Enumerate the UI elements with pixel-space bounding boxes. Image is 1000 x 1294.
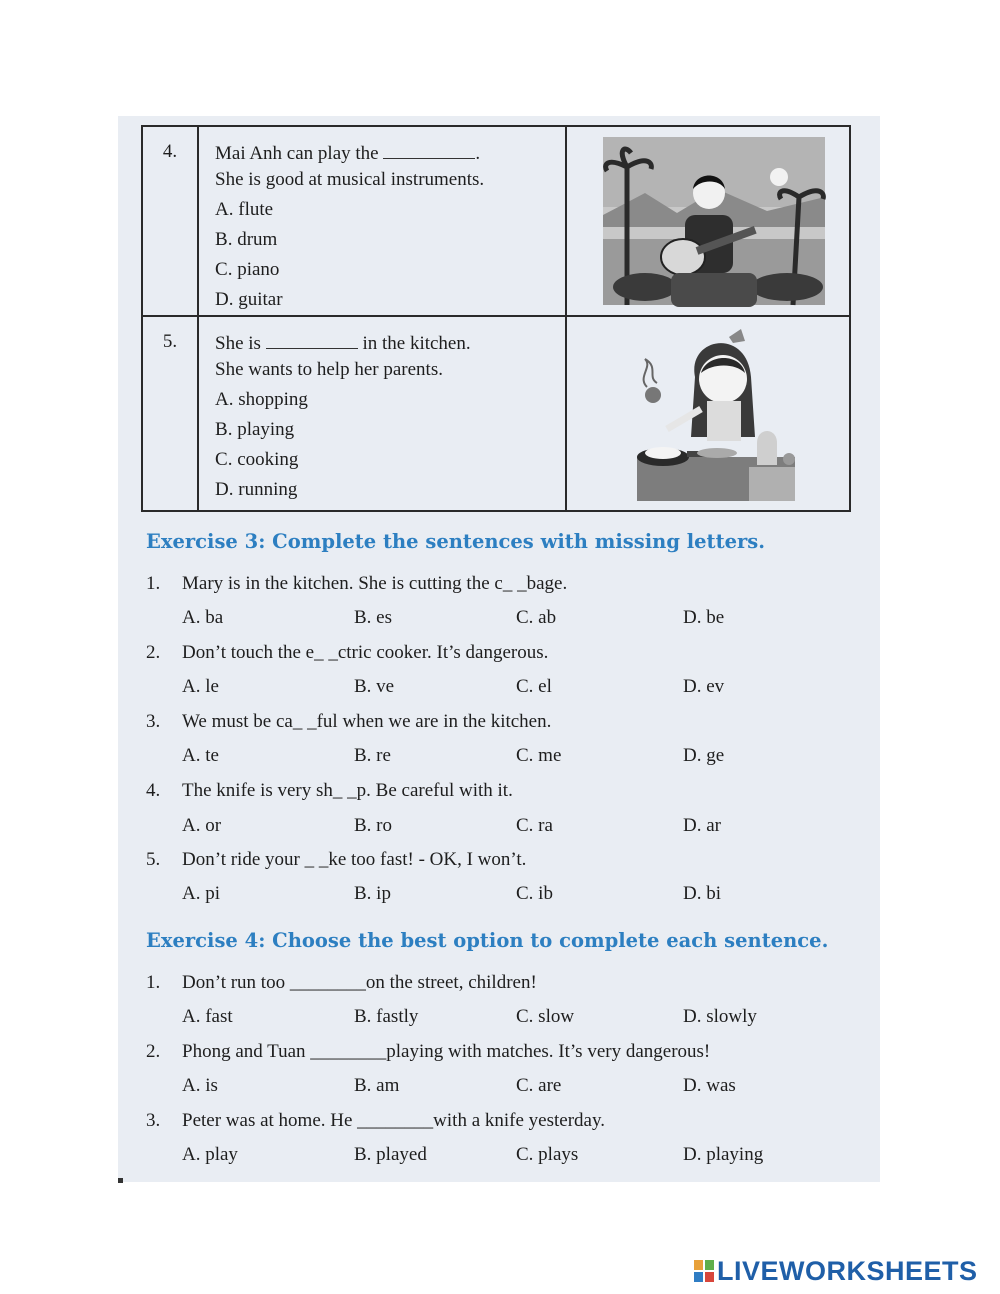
option[interactable]: A. flute [215, 199, 274, 220]
option-d[interactable]: D. bi [683, 883, 721, 904]
answer-blank[interactable] [383, 144, 475, 159]
option-d[interactable]: D. ev [683, 676, 725, 697]
question-item: 2. Phong and Tuan ________playing with matches. It’s very dangerous! [146, 1041, 711, 1062]
option-a[interactable]: A. is [182, 1075, 218, 1096]
option-b[interactable]: B. es [354, 607, 392, 628]
option-c[interactable]: C. el [516, 676, 552, 697]
question-cell [198, 316, 566, 511]
option-b[interactable]: B. re [354, 745, 391, 766]
picture-cell [566, 316, 850, 511]
question-item: 4. The knife is very sh_ _p. Be careful with it. [146, 780, 513, 801]
question-item: 1. Don’t run too ________on the street, children! [146, 972, 537, 993]
option-c[interactable]: C. are [516, 1075, 562, 1096]
table-row [142, 316, 850, 511]
option-d[interactable]: D. ge [683, 745, 725, 766]
logo-text: LIVEWORKSHEETS [717, 1255, 978, 1286]
option[interactable]: D. running [215, 479, 298, 500]
option-a[interactable]: A. play [182, 1144, 238, 1165]
question-line: She is in the kitchen. [215, 333, 471, 354]
liveworksheets-logo [694, 1256, 978, 1286]
option-c[interactable]: C. ib [516, 883, 553, 904]
option-d[interactable]: D. playing [683, 1144, 764, 1165]
question-number: 4. [142, 126, 198, 316]
option-a[interactable]: A. te [182, 745, 219, 766]
question-line: She is good at musical instruments. [215, 169, 485, 190]
girl-cooking-picture [567, 317, 863, 510]
option[interactable]: B. playing [215, 419, 295, 440]
option[interactable]: D. guitar [215, 289, 283, 310]
option-b[interactable]: B. ro [354, 815, 392, 836]
logo-mark-icon [694, 1260, 714, 1282]
question-item: 5. Don’t ride your _ _ke too fast! - OK, I won’t. [146, 849, 527, 870]
option-b[interactable]: B. ip [354, 883, 391, 904]
option-d[interactable]: D. was [683, 1075, 736, 1096]
question-item: 2. Don’t touch the e_ _ctric cooker. It’s dangerous. [146, 642, 549, 663]
answer-blank[interactable] [266, 334, 358, 349]
option-a[interactable]: A. or [182, 815, 222, 836]
option-b[interactable]: B. am [354, 1075, 400, 1096]
picture-cell [566, 126, 850, 316]
option[interactable]: A. shopping [215, 389, 308, 410]
option-c[interactable]: C. slow [516, 1006, 575, 1027]
option-c[interactable]: C. ra [516, 815, 553, 836]
exercise-2-table [141, 125, 851, 512]
exercise-4-title: Exercise 4: Choose the best option to complete each sentence. [146, 929, 829, 952]
option-a[interactable]: A. fast [182, 1006, 233, 1027]
option[interactable]: C. piano [215, 259, 280, 280]
question-line: She wants to help her parents. [215, 359, 443, 380]
option-d[interactable]: D. slowly [683, 1006, 757, 1027]
table-row [142, 126, 850, 316]
option-b[interactable]: B. ve [354, 676, 395, 697]
exercise-3-title: Exercise 3: Complete the sentences with missing letters. [146, 530, 766, 553]
option-c[interactable]: C. me [516, 745, 562, 766]
option-c[interactable]: C. plays [516, 1144, 579, 1165]
question-item: 3. Peter was at home. He ________with a knife yesterday. [146, 1110, 605, 1131]
option-a[interactable]: A. pi [182, 883, 220, 904]
option-a[interactable]: A. ba [182, 607, 224, 628]
question-item: 1. Mary is in the kitchen. She is cutting the c_ _bage. [146, 573, 568, 594]
boy-playing-guitar-picture [567, 127, 863, 315]
question-number: 5. [142, 316, 198, 511]
page-edge-mark [118, 1178, 123, 1183]
option-d[interactable]: D. be [683, 607, 725, 628]
question-item: 3. We must be ca_ _ful when we are in the kitchen. [146, 711, 552, 732]
question-cell [198, 126, 566, 316]
option-d[interactable]: D. ar [683, 815, 721, 836]
question-line: Mai Anh can play the . [215, 143, 481, 164]
option-b[interactable]: B. played [354, 1144, 427, 1165]
option-b[interactable]: B. fastly [354, 1006, 419, 1027]
option[interactable]: B. drum [215, 229, 278, 250]
option-c[interactable]: C. ab [516, 607, 557, 628]
option-a[interactable]: A. le [182, 676, 219, 697]
option[interactable]: C. cooking [215, 449, 299, 470]
